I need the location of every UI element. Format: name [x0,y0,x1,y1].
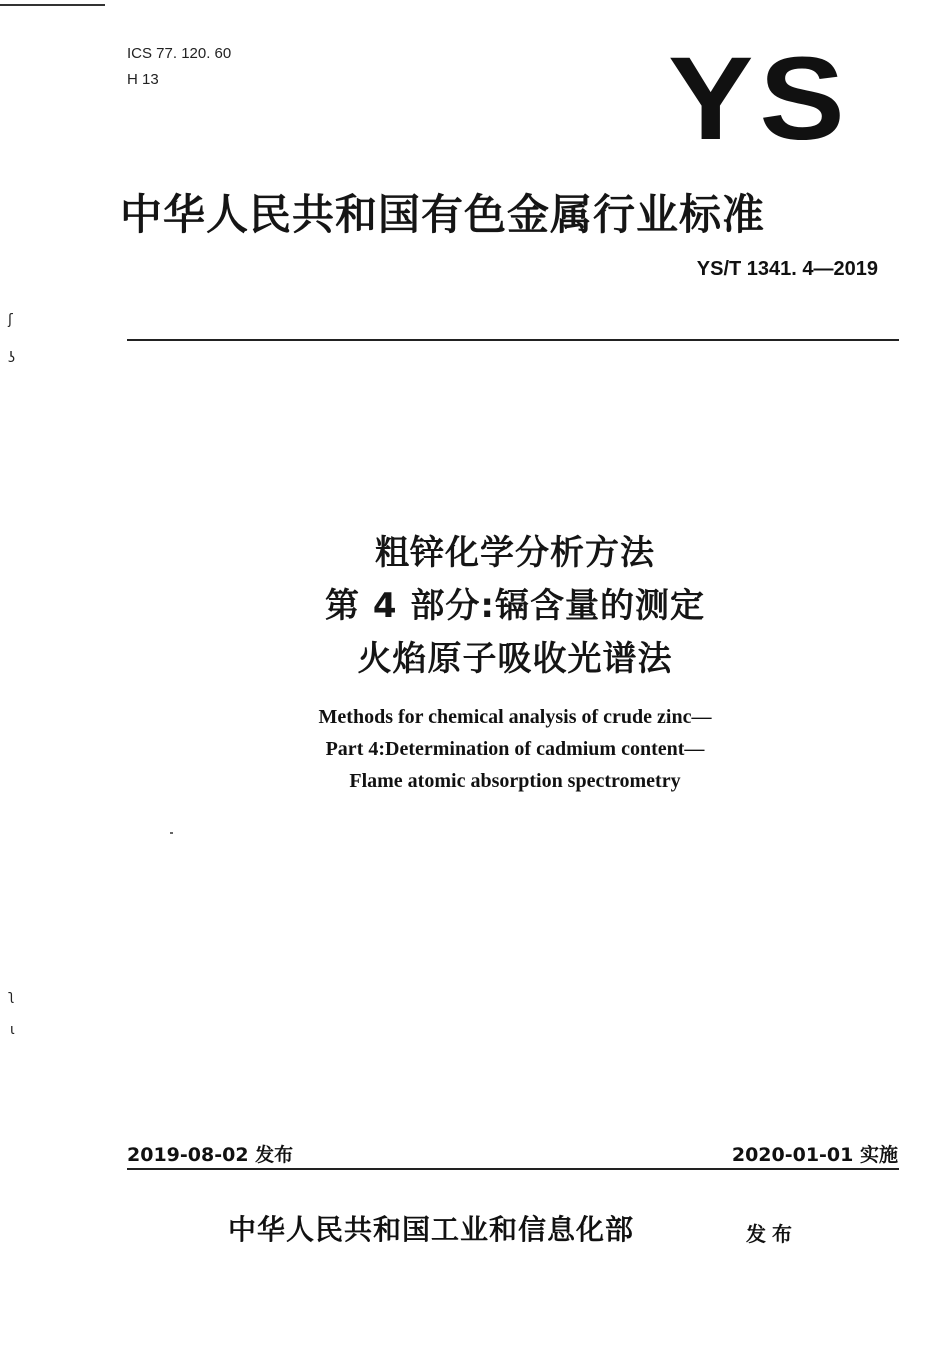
issue-date: 2019-08-02 发布 [127,1144,294,1166]
implementation-date: 2020-01-01 实施 [731,1144,898,1166]
ccs-code: H 13 [127,71,159,88]
scan-mark: ʃ [8,312,13,328]
title-cn-line-2: 第 4 部分:镉含量的测定 [325,586,705,626]
ics-code: ICS 77. 120. 60 [127,45,232,62]
standard-number: YS/T 1341. 4—2019 [696,258,878,280]
title-en-line-2: Part 4:Determination of cadmium content— [325,738,705,760]
title-en-line-1: Methods for chemical analysis of crude zinc— [318,706,712,728]
issued-label: 发布 [746,1222,798,1246]
scan-mark: ɩ [10,1022,15,1038]
title-cn-line-1: 粗锌化学分析方法 [375,533,655,573]
issuing-authority: 中华人民共和国工业和信息化部 [228,1213,635,1246]
footer-divider [127,1168,899,1170]
title-cn-line-3: 火焰原子吸收光谱法 [357,639,673,679]
scan-mark: ʖ [8,350,16,366]
standard-category-title: 中华人民共和国有色金属行业标准 [120,190,766,239]
header-divider [127,339,899,341]
scan-mark: ʅ [8,988,15,1004]
scan-dot [170,832,173,834]
ys-logo: YS [668,33,851,165]
title-en-line-3: Flame atomic absorption spectrometry [349,770,681,792]
top-edge-rule [0,4,105,6]
